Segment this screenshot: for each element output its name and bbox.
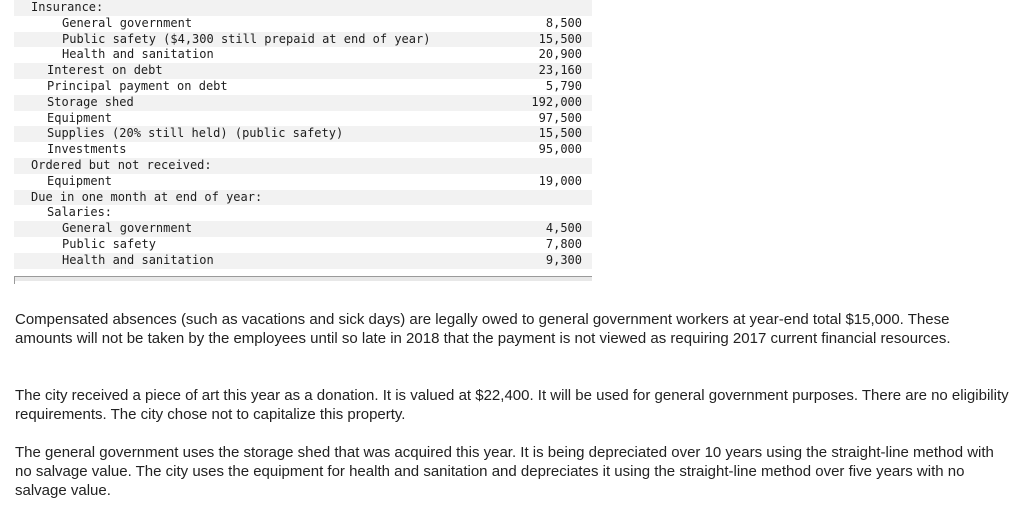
row-amount bbox=[492, 0, 592, 16]
table-row bbox=[14, 253, 592, 269]
table-row bbox=[14, 95, 592, 111]
row-amount: 5,790 bbox=[492, 79, 592, 95]
row-label: Equipment bbox=[14, 111, 492, 127]
row-amount bbox=[492, 190, 592, 206]
row-amount: 19,000 bbox=[492, 174, 592, 190]
table-row bbox=[14, 142, 592, 158]
row-label: Public safety bbox=[14, 237, 492, 253]
expenditure-table bbox=[14, 0, 592, 269]
row-label: Storage shed bbox=[14, 95, 492, 111]
table-corner-tick bbox=[14, 277, 15, 284]
row-amount: 192,000 bbox=[492, 95, 592, 111]
table-row bbox=[14, 16, 592, 32]
row-amount: 23,160 bbox=[492, 63, 592, 79]
row-label: General government bbox=[14, 221, 492, 237]
row-amount: 7,800 bbox=[492, 237, 592, 253]
row-label: Public safety ($4,300 still prepaid at end of year) bbox=[14, 32, 492, 48]
section-heading: Insurance: bbox=[14, 0, 492, 16]
row-label: Equipment bbox=[14, 174, 492, 190]
expenditure-table-wrapper bbox=[14, 0, 592, 269]
paragraph-depreciation: The general government uses the storage shed that was acquired this year. It is being depreciated over 10 years using the straight-line method with no salvage value. The city uses the equipment for health and sanitation and depreciates it using the straight-line method over five years with no salvage value. bbox=[15, 444, 994, 499]
row-amount: 8,500 bbox=[492, 16, 592, 32]
row-amount: 95,000 bbox=[492, 142, 592, 158]
table-row bbox=[14, 111, 592, 127]
row-label: Investments bbox=[14, 142, 492, 158]
table-row bbox=[14, 47, 592, 63]
table-row bbox=[14, 79, 592, 95]
expenditure-table-body bbox=[14, 0, 592, 269]
row-label: Principal payment on debt bbox=[14, 79, 492, 95]
table-row bbox=[14, 237, 592, 253]
paragraph-art-donation: The city received a piece of art this year as a donation. It is valued at $22,400. It will be used for general government purposes. There are no eligibility requirements. The city chose not to capitalize this property. bbox=[15, 387, 1009, 423]
table-row bbox=[14, 126, 592, 142]
table-row bbox=[14, 32, 592, 48]
row-label: Health and sanitation bbox=[14, 253, 492, 269]
section-heading: Ordered but not received: bbox=[14, 158, 492, 174]
row-amount: 97,500 bbox=[492, 111, 592, 127]
row-amount: 9,300 bbox=[492, 253, 592, 269]
row-label: Salaries: bbox=[14, 205, 492, 221]
table-row bbox=[14, 0, 592, 16]
row-amount: 4,500 bbox=[492, 221, 592, 237]
table-row bbox=[14, 190, 592, 206]
row-label: Health and sanitation bbox=[14, 47, 492, 63]
row-label: Interest on debt bbox=[14, 63, 492, 79]
section-heading: Due in one month at end of year: bbox=[14, 190, 492, 206]
paragraph-compensated-absences: Compensated absences (such as vacations and sick days) are legally owed to general government workers at year-end total $15,000. These amounts will not be taken by the employees until so late in 2018 that the payment is not viewed as requiring 2017 current financial resources. bbox=[15, 311, 951, 347]
row-label: Supplies (20% still held) (public safety) bbox=[14, 126, 492, 142]
table-row bbox=[14, 158, 592, 174]
table-bottom-border bbox=[14, 276, 592, 281]
table-row bbox=[14, 205, 592, 221]
row-amount: 15,500 bbox=[492, 32, 592, 48]
row-amount bbox=[492, 158, 592, 174]
table-row bbox=[14, 221, 592, 237]
row-amount: 20,900 bbox=[492, 47, 592, 63]
table-row bbox=[14, 63, 592, 79]
row-amount bbox=[492, 205, 592, 221]
table-row bbox=[14, 174, 592, 190]
row-amount: 15,500 bbox=[492, 126, 592, 142]
row-label: General government bbox=[14, 16, 492, 32]
